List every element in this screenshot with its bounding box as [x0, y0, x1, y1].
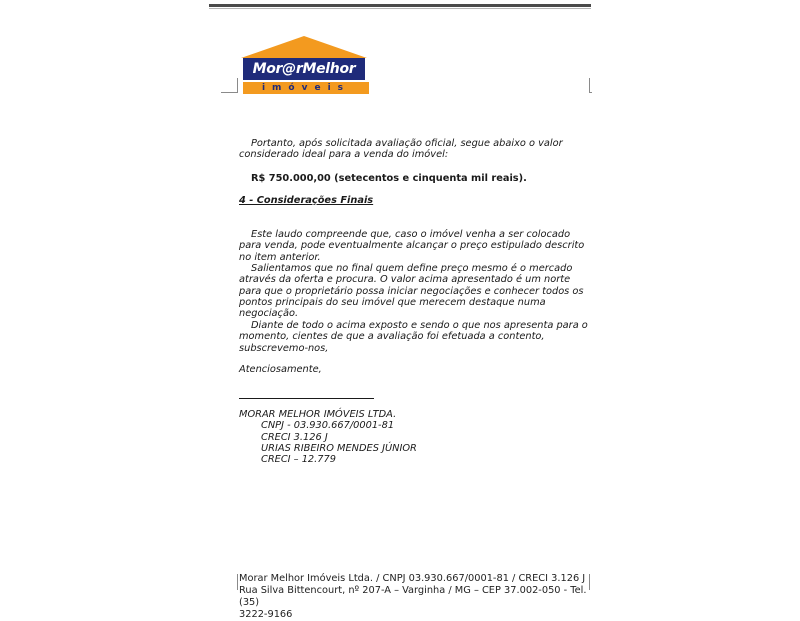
- crop-mark: [589, 78, 590, 93]
- footer-line-3: 3222-9166: [239, 609, 293, 620]
- company-logo: [241, 36, 369, 96]
- paragraph-valuation: Portanto, após solicitada avaliação oficial, segue abaixo o valor considerado ideal para a venda do imóvel:: [239, 138, 563, 161]
- signature-cnpj: CNPJ - 03.930.667/0001-81: [261, 420, 395, 432]
- footer-line-2: Rua Silva Bittencourt, nº 207-A – Varginha / MG – CEP 37.002-050 - Tel. (35): [239, 585, 587, 608]
- signature-creci-company: CRECI 3.126 J: [261, 431, 328, 443]
- closing-text: Atenciosamente,: [239, 364, 322, 375]
- paragraph-market: Salientamos que no final quem define preço mesmo é o mercado através da oferta e procura. O valor acima apresentado é um norte para que o proprietário possa iniciar negociações e conhecer todos os pontos principais do seu imóvel que merecem destaque numa negociação.: [239, 263, 584, 320]
- crop-mark: [221, 92, 238, 93]
- page-top-rule: [209, 4, 591, 7]
- footer-line-1: Morar Melhor Imóveis Ltda. / CNPJ 03.930.667/0001-81 / CRECI 3.126 J: [239, 573, 586, 584]
- logo-brand-text: Mor@rMelhor: [243, 58, 365, 80]
- valuation-amount: R$ 750.000,00 (setecentos e cinquenta mil reais).: [251, 173, 527, 184]
- roof-icon: [241, 36, 369, 60]
- signature-company: MORAR MELHOR IMÓVEIS LTDA.: [239, 409, 397, 420]
- paragraph-conclusion: Diante de todo o acima exposto e sendo o que nos apresenta para o momento, cientes de que a avaliação foi efetuada a contento, subscrevemo-nos,: [239, 320, 588, 354]
- signature-person: URIAS RIBEIRO MENDES JÚNIOR: [261, 442, 417, 454]
- signature-line: [239, 398, 374, 399]
- crop-mark: [589, 92, 592, 93]
- signature-creci-person: CRECI – 12.779: [261, 454, 336, 466]
- paragraph-report-scope: Este laudo compreende que, caso o imóvel venha a ser colocado para venda, pode eventualmente alcançar o preço estipulado descrito no item anterior.: [239, 229, 585, 263]
- page-top-rule-shadow: [209, 8, 591, 9]
- crop-mark: [237, 78, 238, 93]
- logo-sub-text: imóveis: [243, 82, 369, 94]
- page-footer: [239, 573, 599, 621]
- section-heading: 4 - Considerações Finais: [239, 195, 374, 206]
- crop-mark: [237, 574, 238, 590]
